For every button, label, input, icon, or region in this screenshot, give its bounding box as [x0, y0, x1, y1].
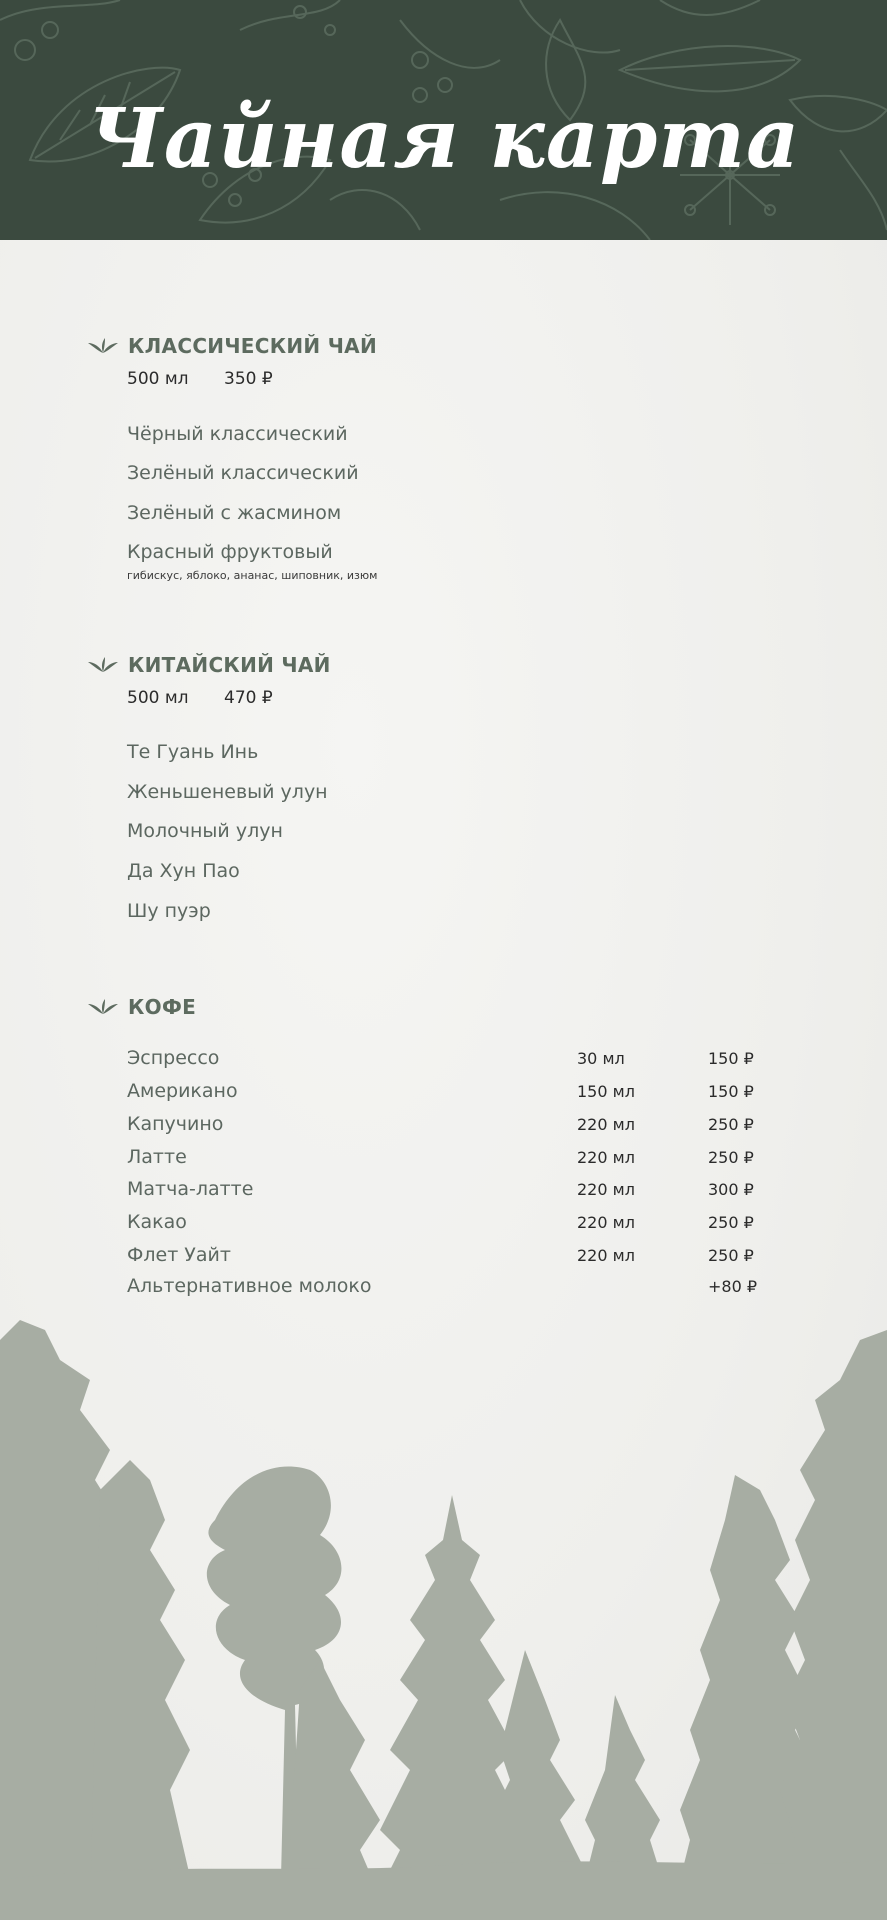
coffee-price: 300 ₽ — [708, 1180, 754, 1199]
coffee-row — [127, 1113, 767, 1139]
leaf-icon — [88, 337, 118, 355]
menu-item: Зелёный классический — [127, 462, 359, 484]
coffee-volume: 220 мл — [577, 1115, 635, 1134]
coffee-row — [127, 1080, 767, 1106]
coffee-price: 250 ₽ — [708, 1246, 754, 1265]
coffee-price: +80 ₽ — [708, 1277, 758, 1296]
coffee-volume: 150 мл — [577, 1082, 635, 1101]
coffee-row — [127, 1275, 767, 1301]
menu-item: Да Хун Пао — [127, 860, 240, 882]
section-chinese-title: КИТАЙСКИЙ ЧАЙ — [128, 653, 331, 677]
coffee-row — [127, 1211, 767, 1237]
menu-item: Зелёный с жасмином — [127, 502, 342, 524]
coffee-name: Капучино — [127, 1113, 224, 1135]
leaf-icon — [88, 998, 118, 1016]
section-classic-header — [88, 334, 377, 358]
coffee-volume: 220 мл — [577, 1213, 635, 1232]
coffee-name: Эспрессо — [127, 1047, 220, 1069]
chinese-price: 470 ₽ — [224, 688, 273, 708]
item-ingredients-note: гибискус, яблоко, ананас, шиповник, изюм — [127, 569, 378, 582]
coffee-price: 250 ₽ — [708, 1115, 754, 1134]
coffee-volume: 220 мл — [577, 1246, 635, 1265]
menu-title: Чайная карта — [88, 91, 801, 187]
coffee-row — [127, 1178, 767, 1204]
coffee-name: Матча-латте — [127, 1178, 254, 1200]
section-chinese-header — [88, 653, 331, 677]
coffee-name: Альтернативное молоко — [127, 1275, 372, 1297]
menu-item: Те Гуань Инь — [127, 741, 259, 763]
menu-item: Чёрный классический — [127, 423, 348, 445]
coffee-price: 150 ₽ — [708, 1082, 754, 1101]
section-classic-title: КЛАССИЧЕСКИЙ ЧАЙ — [128, 334, 377, 358]
menu-item: Молочный улун — [127, 820, 283, 842]
menu-item: Шу пуэр — [127, 900, 211, 922]
chinese-volume: 500 мл — [127, 688, 189, 708]
coffee-row — [127, 1146, 767, 1172]
coffee-volume: 220 мл — [577, 1180, 635, 1199]
classic-volume: 500 мл — [127, 369, 189, 389]
coffee-volume: 30 мл — [577, 1049, 625, 1068]
coffee-volume: 220 мл — [577, 1148, 635, 1167]
coffee-name: Какао — [127, 1211, 187, 1233]
coffee-name: Американо — [127, 1080, 238, 1102]
section-classic-price-info — [127, 369, 273, 389]
coffee-row — [127, 1047, 767, 1073]
menu-item: Красный фруктовый — [127, 541, 333, 563]
leaf-icon — [88, 656, 118, 674]
coffee-price: 250 ₽ — [708, 1213, 754, 1232]
classic-price: 350 ₽ — [224, 369, 273, 389]
forest-silhouette-icon — [0, 1320, 887, 1920]
coffee-row — [127, 1244, 767, 1270]
coffee-name: Латте — [127, 1146, 187, 1168]
coffee-price: 250 ₽ — [708, 1148, 754, 1167]
section-chinese-price-info — [127, 688, 273, 708]
coffee-price: 150 ₽ — [708, 1049, 754, 1068]
coffee-name: Флет Уайт — [127, 1244, 231, 1266]
header-banner — [0, 0, 887, 240]
section-coffee-header — [88, 995, 196, 1019]
menu-item: Женьшеневый улун — [127, 781, 328, 803]
section-coffee-title: КОФЕ — [128, 995, 197, 1019]
